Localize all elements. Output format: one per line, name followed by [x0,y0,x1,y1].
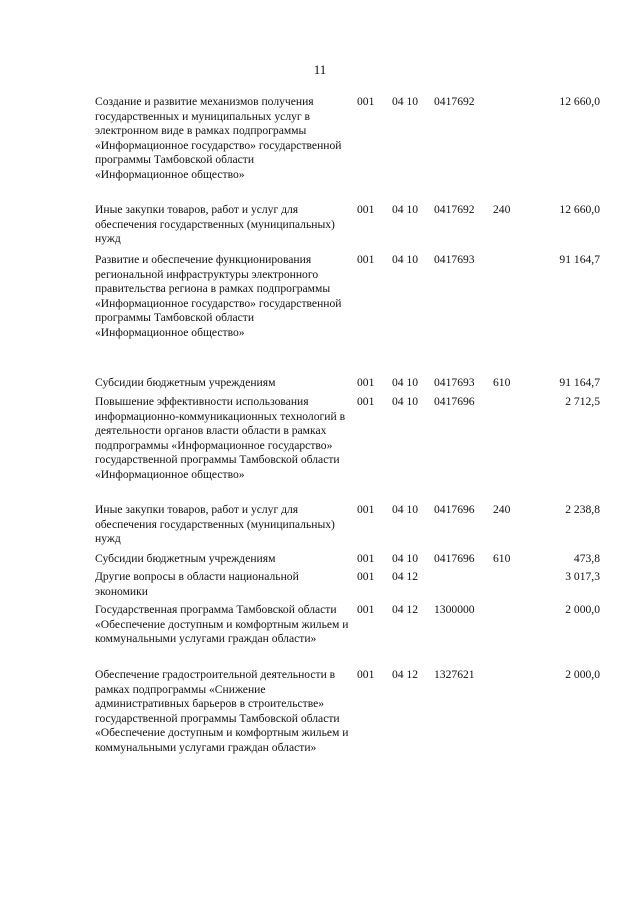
target-article-code: 0417696 [434,503,475,516]
target-article-code: 1327621 [434,668,475,681]
section-code: 04 12 [392,668,419,681]
department-code: 001 [357,376,375,389]
department-code: 001 [357,603,375,616]
amount: 2 000,0 [565,668,600,681]
department-code: 001 [357,395,375,408]
section-code: 04 10 [392,503,419,516]
expense-type-code: 610 [493,552,511,565]
section-code: 04 12 [392,570,419,583]
row-description: Иные закупки товаров, работ и услуг для обеспечения государственных (муниципальных) нужд [95,203,335,246]
expense-type-code: 240 [493,503,511,516]
section-code: 04 12 [392,603,419,616]
target-article-code: 0417693 [434,376,475,389]
expense-type-code: 240 [493,203,511,216]
row-description: Развитие и обеспечение функционирования региональной инфраструктуры электронного правительства региона в рамках подпрограммы «Информационное государство» государственной программы Тамбовской области «Информационное общество» [95,253,342,339]
department-code: 001 [357,668,375,681]
row-description: Создание и развитие механизмов получения государственных и муниципальных услуг в электронном виде в рамках подпрограммы «Информационное государство» государственной программы Тамбовской области «Информационное общество» [95,95,342,181]
row-description: Другие вопросы в области национальной экономики [95,570,299,598]
amount: 91 164,7 [559,376,600,389]
amount: 2 712,5 [565,395,600,408]
row-description: Иные закупки товаров, работ и услуг для обеспечения государственных (муниципальных) нужд [95,503,335,546]
section-code: 04 10 [392,203,419,216]
section-code: 04 10 [392,395,419,408]
amount: 3 017,3 [565,570,600,583]
department-code: 001 [357,95,375,108]
department-code: 001 [357,570,375,583]
row-description: Субсидии бюджетным учреждениям [95,376,276,389]
department-code: 001 [357,203,375,216]
row-description: Повышение эффективности использования информационно-коммуникационных технологий в деятельности органов власти области в рамках подпрограммы «Информационное государство» государственной программы Тамбовской области «Информационное общество» [95,395,346,481]
section-code: 04 10 [392,376,419,389]
target-article-code: 0417693 [434,253,475,266]
target-article-code: 0417696 [434,552,475,565]
department-code: 001 [357,253,375,266]
department-code: 001 [357,503,375,516]
section-code: 04 10 [392,95,419,108]
amount: 2 238,8 [565,503,600,516]
row-description: Государственная программа Тамбовской области «Обеспечение доступным и комфортным жильем и коммунальными услугами граждан области» [95,603,349,646]
section-code: 04 10 [392,253,419,266]
amount: 12 660,0 [559,203,600,216]
expense-type-code: 610 [493,376,511,389]
amount: 12 660,0 [559,95,600,108]
target-article-code: 1300000 [434,603,475,616]
department-code: 001 [357,552,375,565]
target-article-code: 0417692 [434,95,475,108]
amount: 91 164,7 [559,253,600,266]
target-article-code: 0417692 [434,203,475,216]
amount: 473,8 [573,552,600,565]
target-article-code: 0417696 [434,395,475,408]
row-description: Обеспечение градостроительной деятельности в рамках подпрограммы «Снижение административных барьеров в строительстве» государственной программы Тамбовской области «Обеспечение доступным и комфортным жильем и коммунальными услугами граждан области» [95,668,349,754]
page-number: 11 [313,62,327,77]
row-description: Субсидии бюджетным учреждениям [95,552,276,565]
section-code: 04 10 [392,552,419,565]
amount: 2 000,0 [565,603,600,616]
